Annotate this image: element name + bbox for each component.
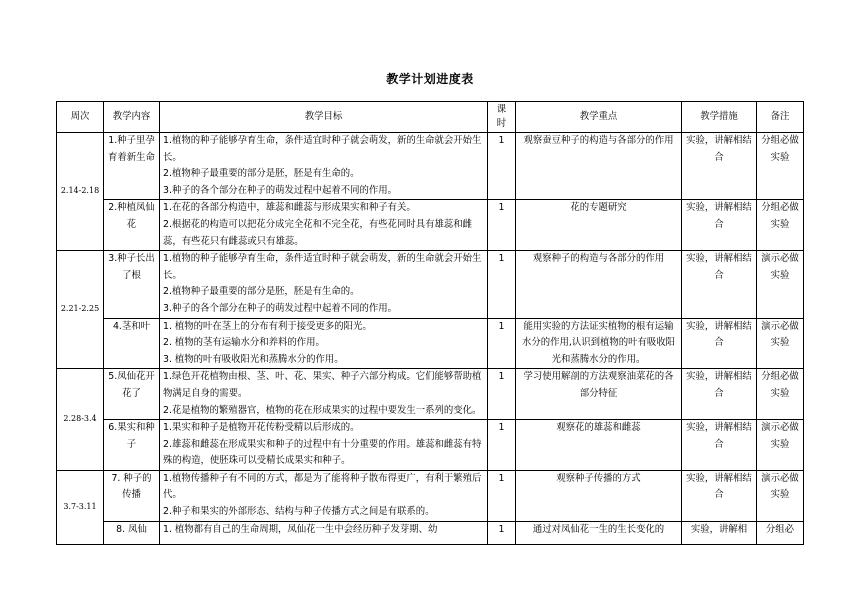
lesson-method-cell: 实验，讲解相结合 — [682, 251, 757, 318]
goal-item: 1.植物的种子能够孕育生命，条件适宜时种子就会萌发，新的生命就会开始生长。 — [163, 135, 482, 163]
lesson-content-cell: 6.果实和种子 — [104, 420, 160, 471]
lesson-hours-cell: 1 — [488, 369, 516, 420]
lesson-content-cell: 7. 种子的传播 — [104, 470, 160, 521]
table-row — [57, 251, 804, 318]
lesson-note-cell: 分组必 — [757, 521, 804, 544]
goal-item: 3. 植物的叶有吸收阳光和蒸腾水分的作用。 — [163, 353, 344, 365]
table-row — [57, 133, 804, 200]
lesson-goal-cell — [160, 521, 488, 544]
week-cell: 2.21-2.25 — [57, 251, 104, 369]
lesson-content-cell: 2.种植凤仙花 — [104, 200, 160, 251]
week-cell: 2.28-3.4 — [57, 369, 104, 471]
lesson-method-cell: 实验，讲解相结合 — [682, 318, 757, 369]
lesson-note-cell: 演示必做实验 — [757, 420, 804, 471]
lesson-hours-cell: 1 — [488, 420, 516, 471]
goal-item: 2.根据花的构造可以把花分成完全花和不完全花，有些花同时具有雄蕊和雌蕊，有些花只有雌蕊或只有雄蕊。 — [163, 218, 472, 247]
lesson-method-cell: 实验，讲解相结合 — [682, 420, 757, 471]
lesson-goal-cell — [160, 420, 488, 471]
lesson-hours-cell: 1 — [488, 318, 516, 369]
week-cell: 3.7-3.11 — [57, 470, 104, 544]
header-week: 周次 — [57, 102, 104, 133]
lesson-goal-cell — [160, 200, 488, 251]
lesson-goal-cell — [160, 369, 488, 420]
header-key: 教学重点 — [516, 102, 682, 133]
lesson-hours-cell: 1 — [488, 133, 516, 200]
table-row — [57, 318, 804, 369]
lesson-method-cell: 实验，讲解相结合 — [682, 200, 757, 251]
goal-item: 2.植物种子最重要的部分是胚，胚是有生命的。 — [163, 286, 360, 298]
lesson-goal-cell — [160, 133, 488, 200]
lesson-goal-cell — [160, 318, 488, 369]
lesson-hours-cell: 1 — [488, 470, 516, 521]
goal-item: 2.植物种子最重要的部分是胚，胚是有生命的。 — [163, 168, 360, 180]
goal-item: 1.果实和种子是植物开花传粉受精以后形成的。 — [163, 422, 360, 434]
lesson-note-cell: 演示必做实验 — [757, 318, 804, 369]
table-row — [57, 420, 804, 471]
header-goal: 教学目标 — [160, 102, 488, 133]
goal-item: 1. 植物的叶在茎上的分布有利于接受更多的阳光。 — [163, 320, 372, 332]
table-row — [57, 470, 804, 521]
lesson-key-point-cell: 学习使用解剖的方法观察油菜花的各部分特征 — [516, 369, 682, 420]
lesson-goal-cell — [160, 470, 488, 521]
lesson-note-cell: 分组必做实验 — [757, 200, 804, 251]
goal-item: 1.绿色开花植物由根、茎、叶、花、果实、种子六部分构成。它们能够帮助植物满足自身的需要。 — [163, 371, 482, 399]
header-note: 备注 — [757, 102, 804, 133]
header-row — [57, 102, 804, 133]
document-title: 教学计划进度表 — [386, 72, 474, 86]
goal-item: 3.种子的各个部分在种子的萌发过程中起着不同的作用。 — [163, 184, 397, 196]
lesson-note-cell: 分组必做实验 — [757, 369, 804, 420]
lesson-hours-cell: 1 — [488, 200, 516, 251]
goal-item: 1.在花的各部分构造中，雄蕊和雌蕊与形成果实和种子有关。 — [163, 202, 416, 214]
lesson-content-cell: 1.种子里孕育着新生命 — [104, 133, 160, 200]
goal-item: 1.植物的种子能够孕育生命，条件适宜时种子就会萌发，新的生命就会开始生长。 — [163, 253, 482, 281]
lesson-content-cell: 5.凤仙花开花了 — [104, 369, 160, 420]
lesson-method-cell: 实验，讲解相 — [682, 521, 757, 544]
lesson-key-point-cell: 观察种子传播的方式 — [516, 470, 682, 521]
table-row — [57, 200, 804, 251]
lesson-method-cell: 实验，讲解相结合 — [682, 470, 757, 521]
lesson-note-cell: 演示必做实验 — [757, 251, 804, 318]
goal-item: 1.植物传播种子有不同的方式，都是为了能将种子散布得更广，有利于繁殖后代。 — [163, 472, 482, 501]
header-content: 教学内容 — [104, 102, 160, 133]
lesson-key-point-cell: 观察种子的构造与各部分的作用 — [516, 251, 682, 318]
goal-item: 3.种子的各个部分在种子的萌发过程中起着不同的作用。 — [163, 302, 397, 314]
header-hours: 课时 — [488, 102, 516, 133]
goal-item: 1. 植物都有自己的生命周期，凤仙花一生中会经历种子发芽期、幼 — [163, 523, 438, 535]
lesson-key-point-cell: 通过对凤仙花一生的生长变化的 — [516, 521, 682, 544]
lesson-goal-cell — [160, 251, 488, 318]
lesson-hours-cell: 1 — [488, 251, 516, 318]
goal-item: 2.种子和果实的外部形态、结构与种子传播方式之间是有联系的。 — [163, 506, 435, 518]
teaching-plan-table — [56, 101, 804, 545]
lesson-method-cell: 实验，讲解相结合 — [682, 369, 757, 420]
goal-item: 2. 植物的茎有运输水分和养料的作用。 — [163, 337, 325, 349]
lesson-key-point-cell: 观察蚕豆种子的构造与各部分的作用 — [516, 133, 682, 200]
lesson-key-point-cell: 能用实验的方法证实植物的根有运输水分的作用,认识到植物的叶有吸收阳光和蒸腾水分的作用。 — [516, 318, 682, 369]
week-cell: 2.14-2.18 — [57, 133, 104, 251]
lesson-note-cell: 分组必做实验 — [757, 133, 804, 200]
lesson-hours-cell: 1 — [488, 521, 516, 544]
table-row — [57, 369, 804, 420]
lesson-key-point-cell: 观察花的雄蕊和雌蕊 — [516, 420, 682, 471]
lesson-key-point-cell: 花的专题研究 — [516, 200, 682, 251]
lesson-content-cell: 3.种子长出了根 — [104, 251, 160, 318]
lesson-content-cell: 4.茎和叶 — [104, 318, 160, 369]
lesson-content-cell: 8. 凤仙 — [104, 521, 160, 544]
table-row — [57, 521, 804, 544]
header-method: 教学措施 — [682, 102, 757, 133]
lesson-note-cell: 演示必做实验 — [757, 470, 804, 521]
goal-item: 2.花是植物的繁殖器官，植物的花在形成果实的过程中要发生一系列的变化。 — [163, 404, 482, 416]
lesson-method-cell: 实验，讲解相结合 — [682, 133, 757, 200]
goal-item: 2.雄蕊和雌蕊在形成果实和种子的过程中有十分重要的作用。雄蕊和雌蕊有特殊的构造，使胚珠可以受精长成果实和种子。 — [163, 438, 482, 467]
